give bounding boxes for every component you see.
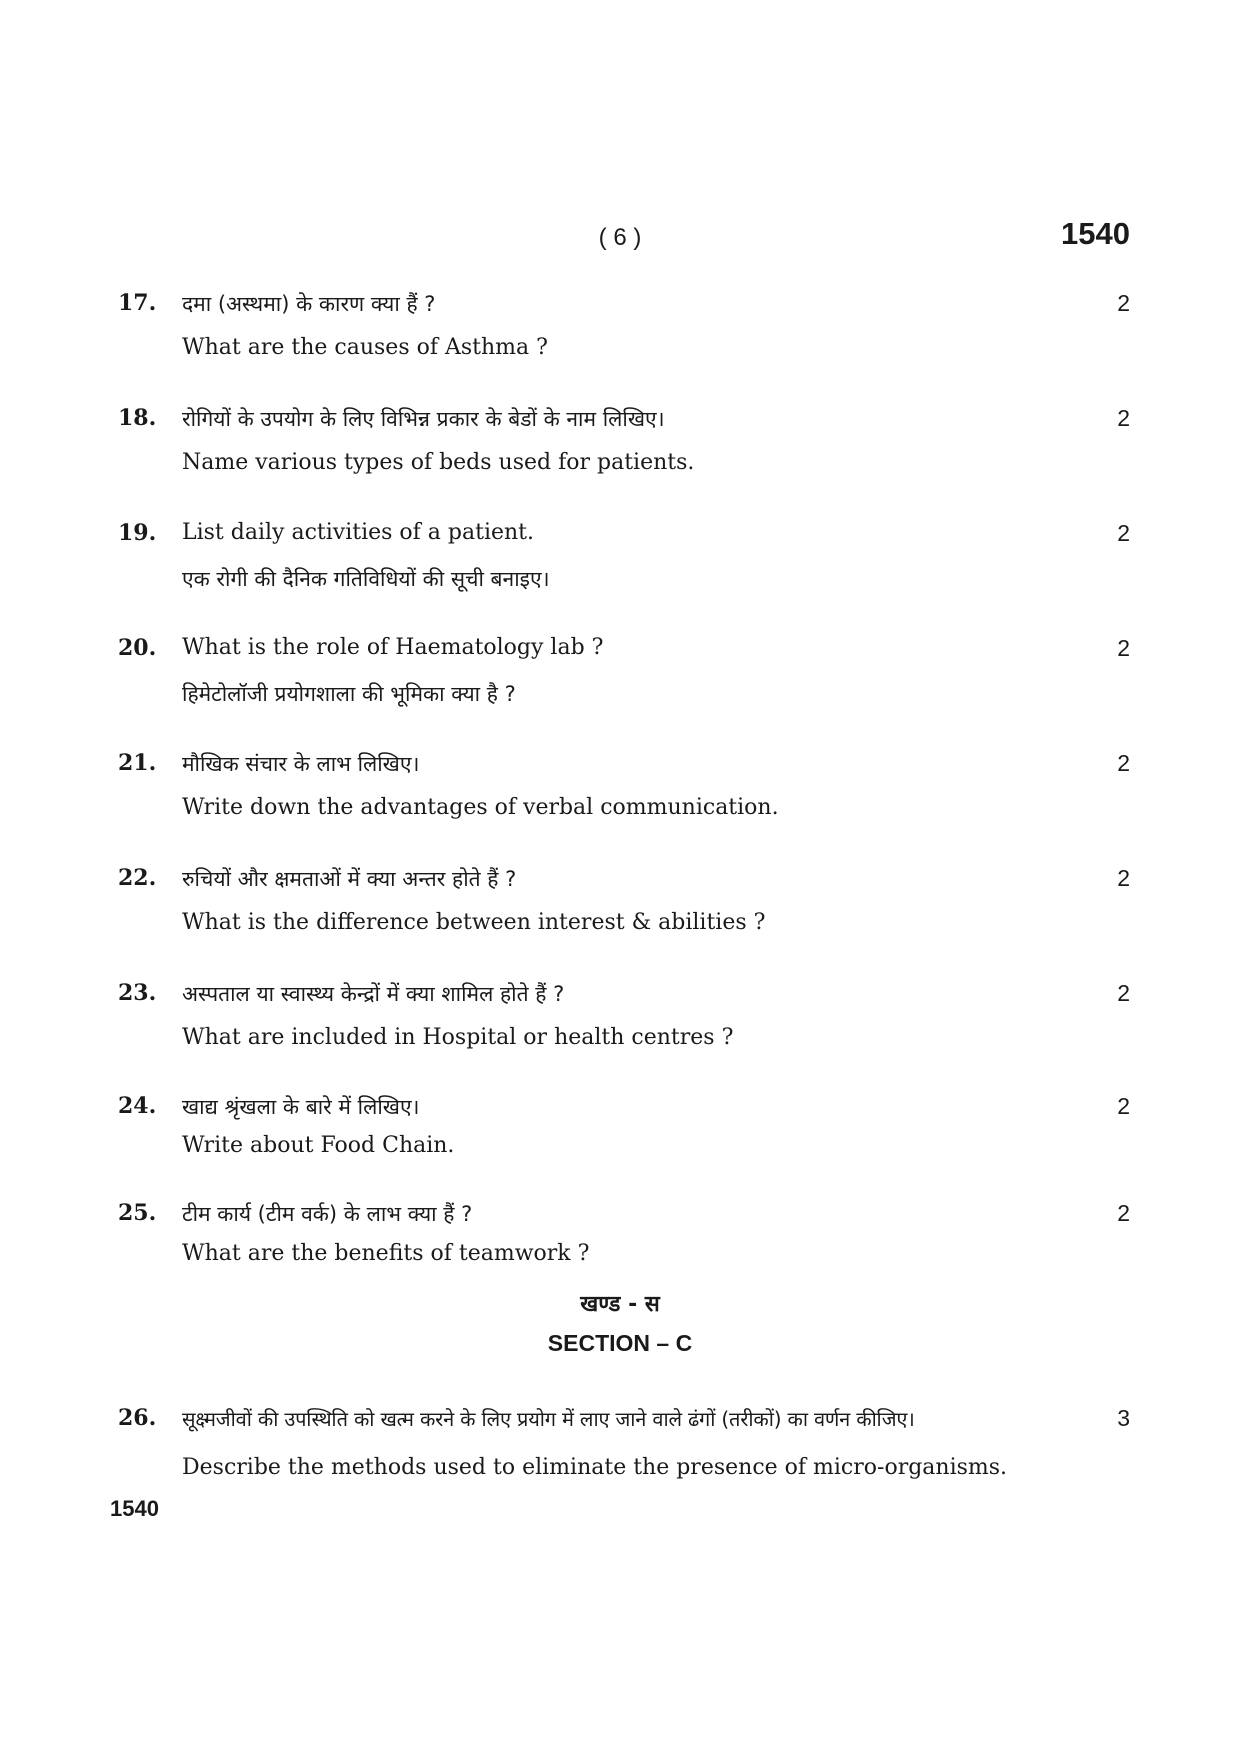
- question-text-hindi: खाद्य श्रृंखला के बारे में लिखिए।: [182, 1095, 420, 1119]
- paper-code-top: 1540: [1061, 216, 1130, 251]
- question-number: 24.: [118, 1093, 157, 1119]
- question-text-english: What are the causes of Asthma ?: [182, 335, 548, 360]
- question-text-english: Describe the methods used to eliminate the presence of micro-organisms.: [182, 1455, 1008, 1480]
- question-marks: 3: [1117, 1405, 1130, 1431]
- question-text-english: What is the difference between interest & abilities ?: [182, 910, 766, 935]
- question-text-hindi: हिमेटोलॉजी प्रयोगशाला की भूमिका क्या है ?: [182, 682, 516, 706]
- question-marks: 2: [1117, 1093, 1130, 1119]
- question-text-english: Name various types of beds used for patients.: [182, 450, 695, 475]
- question-number: 18.: [118, 405, 157, 431]
- question-number: 26.: [118, 1405, 157, 1431]
- question-text-english: What are included in Hospital or health centres ?: [182, 1025, 734, 1050]
- question-text-english: Write about Food Chain.: [182, 1133, 455, 1158]
- question-number: 20.: [118, 635, 157, 661]
- question-marks: 2: [1117, 865, 1130, 891]
- question-marks: 2: [1117, 1200, 1130, 1226]
- paper-code-bottom: 1540: [110, 1496, 159, 1521]
- question-number: 25.: [118, 1200, 157, 1226]
- question-text-english: What is the role of Haematology lab ?: [182, 635, 604, 660]
- question-text-english: What are the benefits of teamwork ?: [182, 1241, 590, 1266]
- question-marks: 2: [1117, 290, 1130, 316]
- page-number: ( 6 ): [598, 224, 642, 251]
- question-marks: 2: [1117, 980, 1130, 1006]
- question-marks: 2: [1117, 750, 1130, 776]
- section-heading: SECTION – C: [547, 1330, 693, 1356]
- question-text-hindi: दमा (अस्थमा) के कारण क्या हैं ?: [182, 292, 436, 316]
- question-number: 19.: [118, 520, 157, 546]
- question-text-hindi: रुचियों और क्षमताओं में क्या अन्तर होते हैं ?: [182, 867, 517, 891]
- question-text-hindi: सूक्ष्मजीवों की उपस्थिति को खत्म करने के लिए प्रयोग में लाए जाने वाले ढंगों (तरीकों) का वर्णन कीजिए।: [182, 1407, 915, 1431]
- question-marks: 2: [1117, 405, 1130, 431]
- question-text-english: List daily activities of a patient.: [182, 520, 535, 545]
- question-marks: 2: [1117, 635, 1130, 661]
- question-text-hindi: मौखिक संचार के लाभ लिखिए।: [182, 752, 420, 776]
- question-marks: 2: [1117, 520, 1130, 546]
- question-text-hindi: रोगियों के उपयोग के लिए विभिन्न प्रकार के बेडों के नाम लिखिए।: [182, 407, 665, 431]
- question-text-hindi: अस्पताल या स्वास्थ्य केन्द्रों में क्या शामिल होते हैं ?: [182, 982, 565, 1006]
- section-heading-hindi: खण्ड - स: [580, 1292, 660, 1317]
- question-number: 17.: [118, 290, 157, 316]
- question-number: 21.: [118, 750, 157, 776]
- question-text-hindi: एक रोगी की दैनिक गतिविधियों की सूची बनाइए।: [182, 567, 550, 591]
- question-number: 22.: [118, 865, 157, 891]
- question-text-hindi: टीम कार्य (टीम वर्क) के लाभ क्या हैं ?: [182, 1202, 473, 1226]
- question-number: 23.: [118, 980, 157, 1006]
- question-text-english: Write down the advantages of verbal communication.: [182, 795, 779, 820]
